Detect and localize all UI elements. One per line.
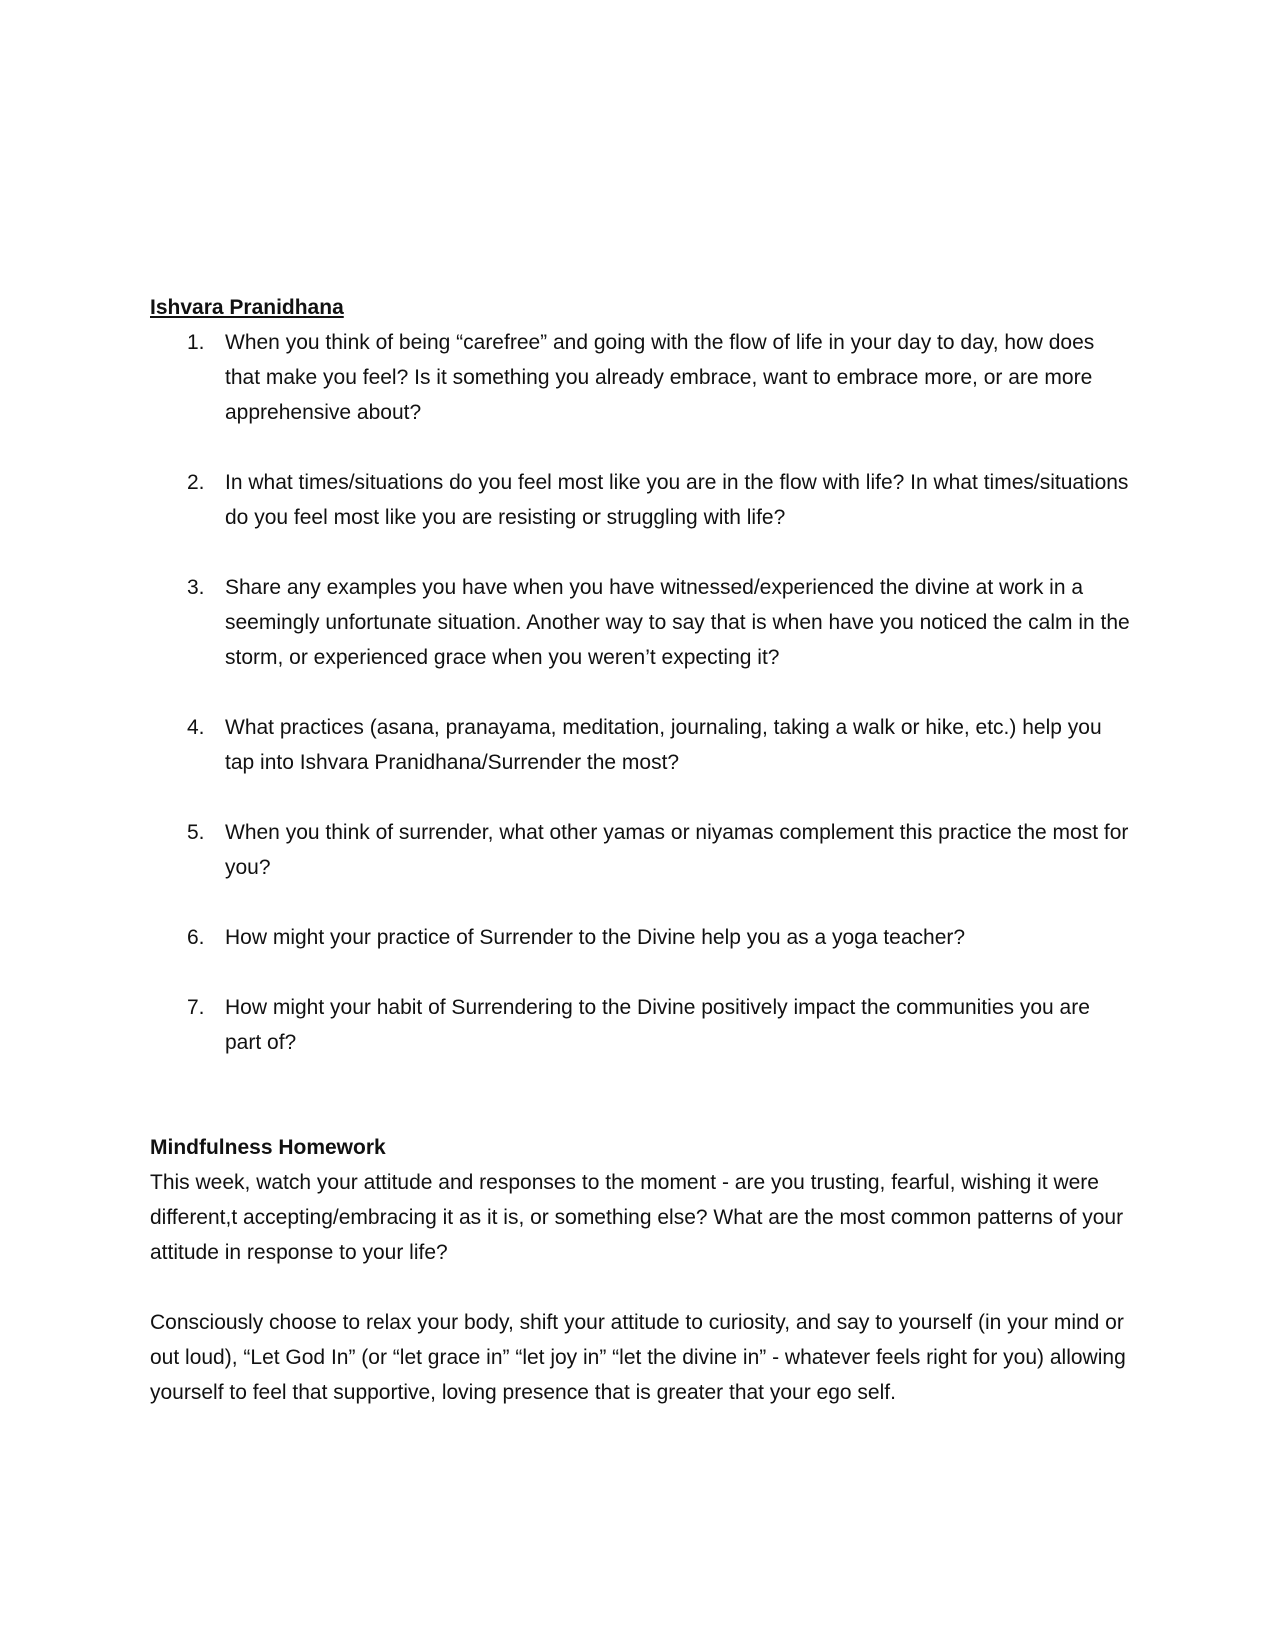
list-item	[150, 990, 1130, 1060]
list-item	[150, 465, 1130, 535]
question-text: How might your habit of Surrendering to the Divine positively impact the communities you are part of?	[225, 996, 1090, 1054]
question-text: When you think of being “carefree” and going with the flow of life in your day to day, how does that make you feel? Is it something you already embrace, want to embrace more, or are more apprehensive about?	[225, 331, 1095, 424]
list-number: 7.	[187, 996, 205, 1019]
list-item	[150, 815, 1130, 885]
section-title-mindfulness-homework: Mindfulness Homework	[150, 1136, 386, 1159]
question-text: How might your practice of Surrender to the Divine help you as a yoga teacher?	[225, 926, 966, 949]
list-item	[150, 325, 1130, 430]
question-text: Share any examples you have when you have witnessed/experienced the divine at work in a seemingly unfortunate situation. Another way to say that is when have you noticed the calm in the storm, or experienced grace when you weren’t expecting it?	[225, 576, 1130, 669]
question-list	[150, 325, 1130, 1060]
section-title-ishvara-pranidhana: Ishvara Pranidhana	[150, 296, 344, 319]
homework-paragraph: Consciously choose to relax your body, shift your attitude to curiosity, and say to yourself (in your mind or out loud), “Let God In” (or “let grace in” “let joy in” “let the divine in” - whatever feels right for you) allowing yourself to feel that supportive, loving presence that is greater that your ego self.	[150, 1311, 1126, 1404]
list-item	[150, 570, 1130, 675]
document-page	[150, 290, 1130, 1410]
question-text: When you think of surrender, what other yamas or niyamas complement this practice the most for you?	[225, 821, 1129, 879]
question-text: What practices (asana, pranayama, meditation, journaling, taking a walk or hike, etc.) help you tap into Ishvara Pranidhana/Surrender the most?	[225, 716, 1102, 774]
list-item	[150, 710, 1130, 780]
list-number: 1.	[187, 331, 205, 354]
list-number: 5.	[187, 821, 205, 844]
list-item	[150, 920, 1130, 955]
section-spacer	[150, 1060, 1130, 1130]
list-number: 6.	[187, 926, 205, 949]
list-number: 3.	[187, 576, 205, 599]
list-number: 4.	[187, 716, 205, 739]
homework-paragraph: This week, watch your attitude and responses to the moment - are you trusting, fearful, wishing it were different,t accepting/embracing it as it is, or something else? What are the most common patterns of your attitude in response to your life?	[150, 1171, 1124, 1264]
list-number: 2.	[187, 471, 205, 494]
question-text: In what times/situations do you feel most like you are in the flow with life? In what times/situations do you feel most like you are resisting or struggling with life?	[225, 471, 1129, 529]
